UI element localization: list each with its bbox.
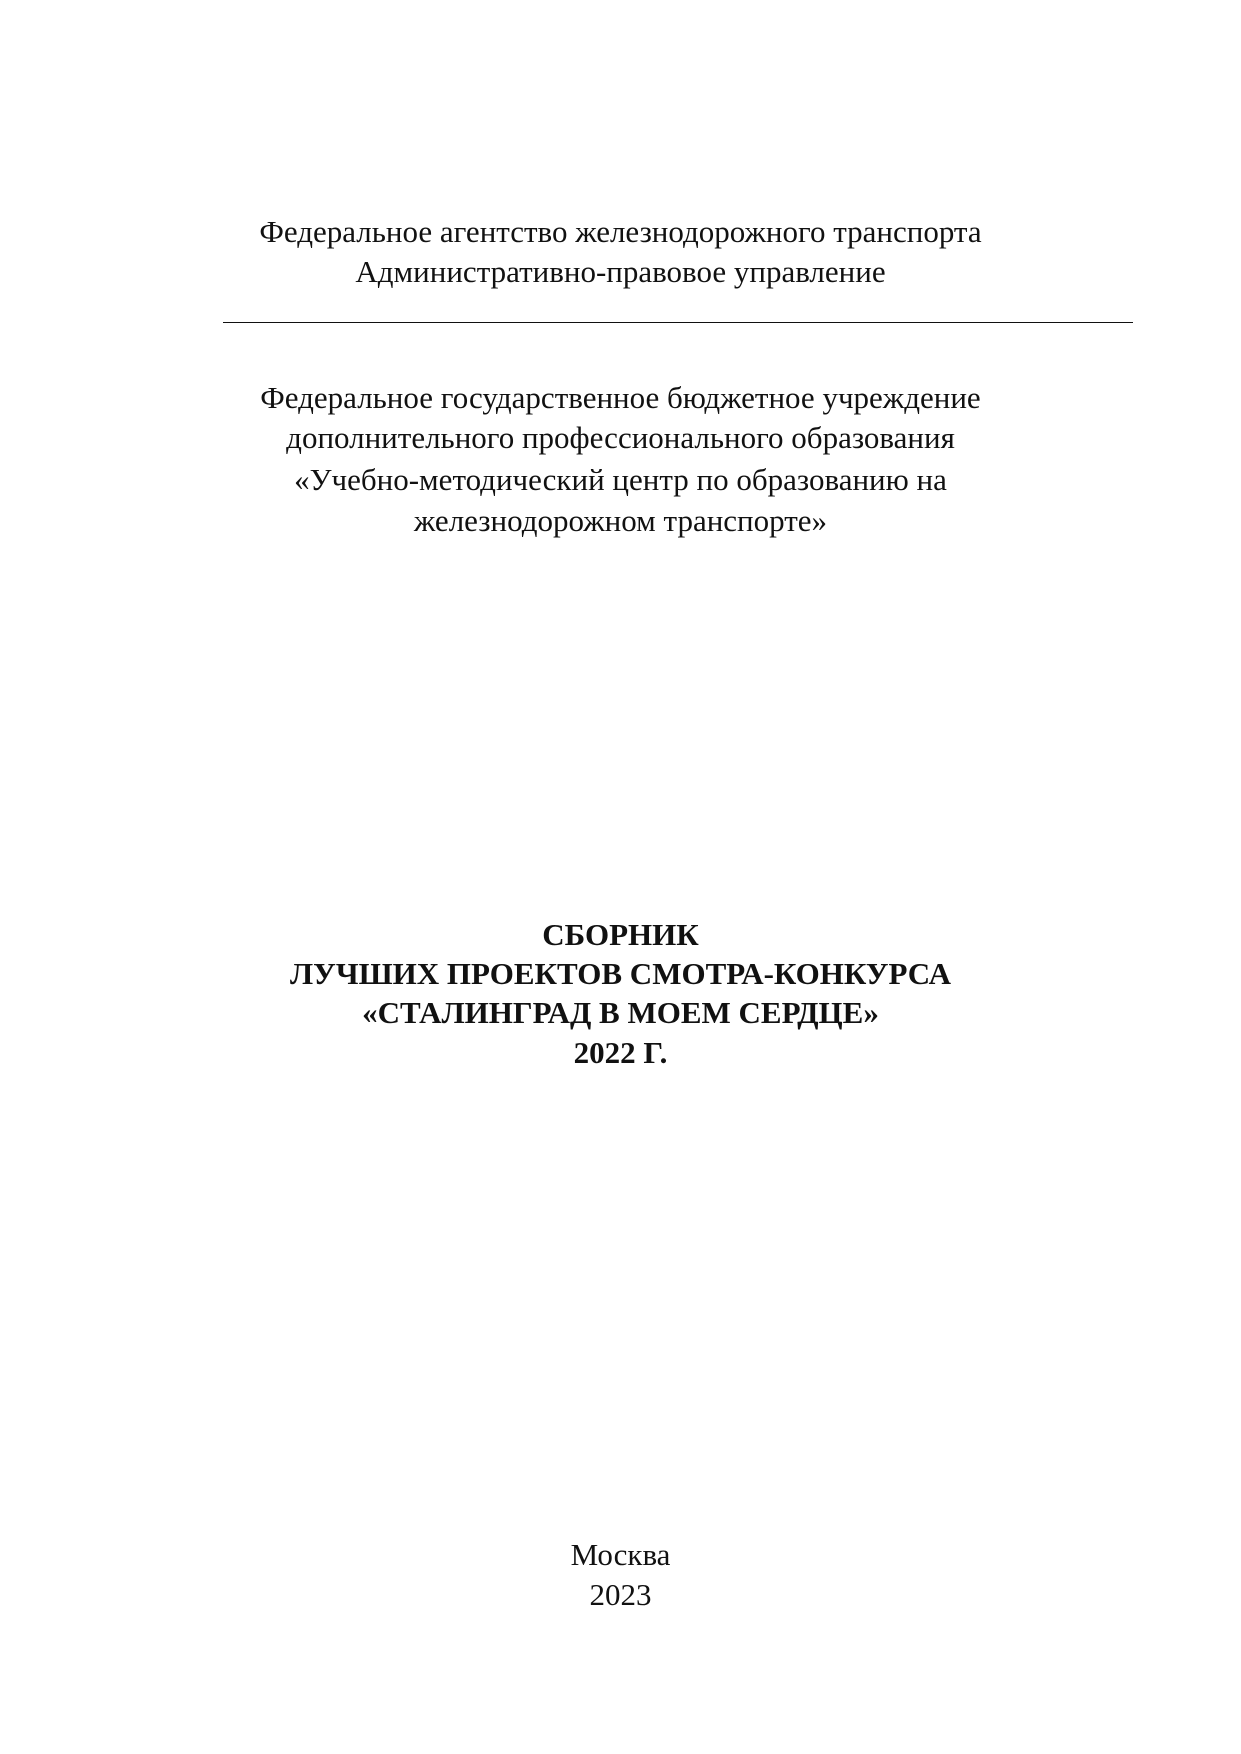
document-title-line-4: 2022 Г. [573,1035,668,1070]
header-divider [223,322,1133,323]
institution-line-1: Федеральное государственное бюджетное учреждение [260,380,981,415]
document-title-line-3: «СТАЛИНГРАД В МОЕМ СЕРДЦЕ» [362,995,879,1030]
agency-name: Федеральное агентство железнодорожного транспорта [259,214,982,249]
department-name: Административно-правовое управление [355,254,886,289]
document-title-line-2: ЛУЧШИХ ПРОЕКТОВ СМОТРА-КОНКУРСА [289,956,952,991]
institution-line-4: железнодорожном транспорте» [413,503,828,538]
institution-line-2: дополнительного профессионального образования [286,420,955,455]
publication-year: 2023 [589,1577,652,1612]
institution-line-3: «Учебно-методический центр по образованию на [294,462,947,497]
document-title-line-1: СБОРНИК [542,917,699,952]
publication-city: Москва [570,1537,671,1572]
